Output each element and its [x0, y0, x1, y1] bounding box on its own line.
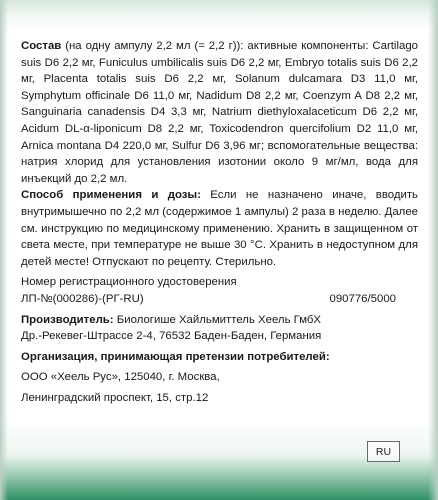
registration-row [21, 291, 418, 308]
claims-address-line1: ООО «Хеель Рус», 125040, г. Москва, [21, 371, 220, 384]
panel-left-fold [0, 0, 8, 500]
product-code: 090776/5000 [329, 292, 396, 305]
leaflet-text [21, 38, 418, 406]
manufacturer-heading: Производитель: [21, 313, 114, 326]
composition-paragraph [21, 38, 418, 187]
claims-address-line2: Ленинградский проспект, 15, стр.12 [21, 391, 209, 404]
manufacturer-line [21, 312, 418, 329]
usage-heading: Способ применения и дозы: [21, 189, 201, 202]
composition-text: (на одну ампулу 2,2 мл (= 2,2 г)): активные компоненты: Cartilago suis D6 2,2 мг, Funiculus umbilicalis suis D6 2,2 мг, Embryo totalis suis D6 2,2 мг, Placenta totalis suis D6 2,2 мг, Solanum dulcamara D3 11,0 мг, Symphytum officinale D6 11,0 мг, Nadidum D8 2,2 мг, Coenzym A D8 2,2 мг, Sanguinaria canadensis D4 3,3 мг, Natrium diethyloxalaceticum D6 2,2 мг, Acidum DL-α-liponicum D8 2,2 мг, Toxicodendron quercifolium D2 11,0 мг, Arnica montana D4 220,0 мг, Sulfur D6 3,96 мг; вспомогательные вещества: натрия хлорид для установления изотонии около 9 мг/мл, вода для инъекций до 2,2 мл. [21, 40, 418, 185]
usage-text: Если не назначено иначе, вводить внутримышечно по 2,2 мл (содержимое 1 ампулы) 2 раза в неделю. Далее см. инструкцию по медицинскому применению. Хранить в защищенном от света месте, при температуре не выше 30 °С. Хранить в недоступном для детей месте! Отпускают по рецепту. Стерильно. [21, 189, 418, 268]
claims-heading: Организация, принимающая претензии потребителей: [21, 350, 330, 363]
registration-number: ЛП-№(000286)-(РГ-RU) [21, 292, 144, 305]
registration-label: Номер регистрационного удостоверения [21, 276, 237, 289]
composition-heading: Состав [21, 40, 62, 52]
manufacturer-address: Др.-Рекевег-Штрассе 2-4, 76532 Баден-Баден, Германия [21, 330, 322, 343]
panel-right-fold [428, 0, 438, 500]
usage-paragraph [21, 187, 418, 270]
manufacturer-name: Биологише Хайльмиттель Хеель ГмбХ [113, 313, 322, 326]
country-badge: RU [367, 441, 400, 462]
